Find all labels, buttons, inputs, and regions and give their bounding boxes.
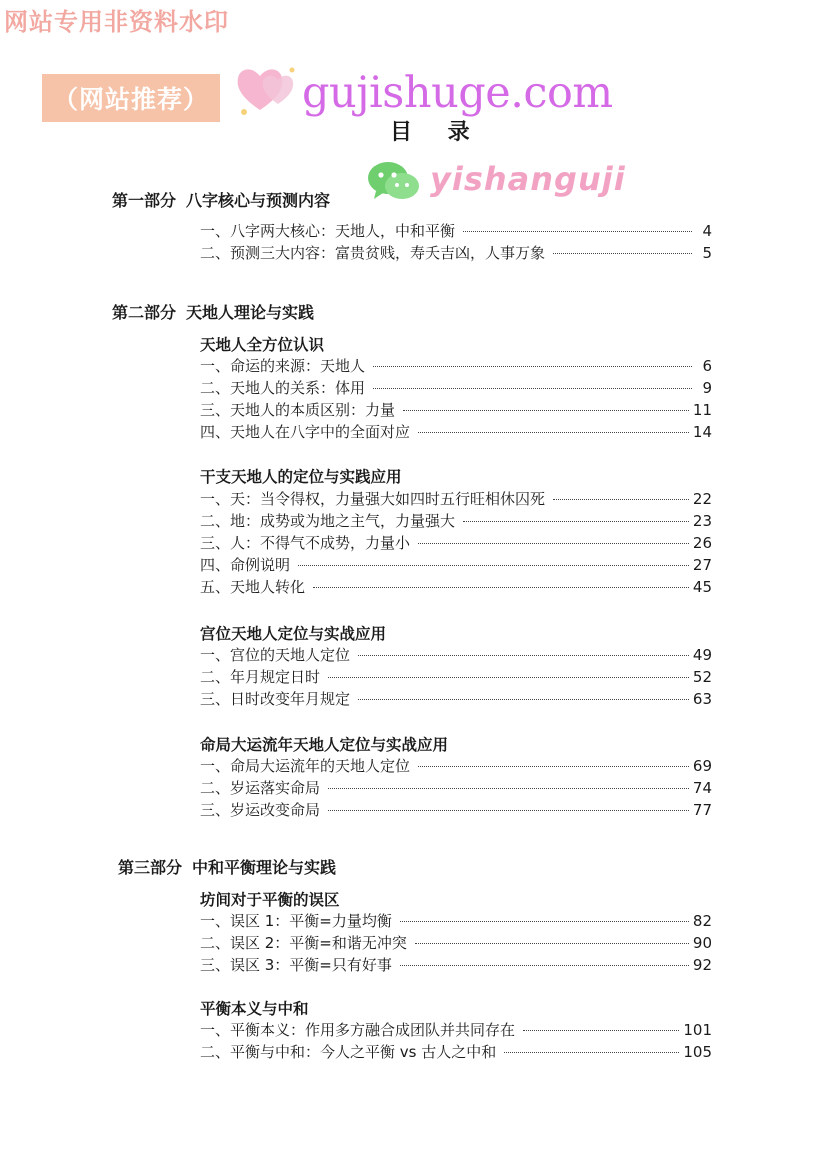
toc-entry-label: 五、天地人转化 [200, 578, 306, 596]
section-title: 平衡本义与中和 [200, 1000, 309, 1018]
watermark-recommend-badge: （网站推荐） [42, 74, 220, 122]
leader-dots [328, 810, 689, 811]
toc-entry-label: 二、预测三大内容：富贵贫贱，寿夭吉凶，人事万象 [200, 244, 546, 262]
toc-entry[interactable] [200, 755, 712, 777]
leader-dots [328, 677, 689, 678]
part-label: 第二部分 [112, 303, 177, 322]
toc-entry-page: 27 [692, 556, 712, 574]
leader-dots [463, 521, 689, 522]
watermark-site-url: gujishuge.com [302, 68, 613, 118]
toc-entry-label: 一、命运的来源：天地人 [200, 357, 366, 375]
toc-entry[interactable] [200, 377, 712, 399]
toc-entry-page: 101 [683, 1021, 712, 1039]
toc-entry-label: 二、岁运落实命局 [200, 779, 321, 797]
toc-entry[interactable] [200, 554, 712, 576]
leader-dots [415, 943, 689, 944]
toc-entry-label: 一、命局大运流年的天地人定位 [200, 757, 411, 775]
part-name: 天地人理论与实践 [186, 303, 315, 322]
leader-dots [328, 788, 689, 789]
leader-dots [403, 410, 689, 411]
leader-dots [400, 965, 689, 966]
toc-entry[interactable] [200, 799, 712, 821]
toc-entry[interactable] [200, 910, 712, 932]
toc-entry[interactable] [200, 1019, 712, 1041]
toc-entry-page: 22 [692, 490, 712, 508]
toc-entry-label: 四、命例说明 [200, 556, 291, 574]
leader-dots [373, 366, 692, 367]
toc-entry-page: 77 [692, 801, 712, 819]
toc-entry-page: 6 [702, 357, 712, 375]
toc-entry[interactable] [200, 399, 712, 421]
toc-entry[interactable] [200, 777, 712, 799]
toc-entry-label: 四、天地人在八字中的全面对应 [200, 423, 411, 441]
leader-dots [400, 921, 689, 922]
part-label: 第一部分 [112, 191, 177, 210]
leader-dots [373, 388, 692, 389]
toc-entry-label: 三、人：不得气不成势，力量小 [200, 534, 411, 552]
toc-entry[interactable] [200, 510, 712, 532]
page-title: 目 录 [390, 119, 484, 145]
toc-entry[interactable] [200, 488, 712, 510]
toc-entry-page: 14 [692, 423, 712, 441]
toc-entry-page: 5 [702, 244, 712, 262]
toc-entry[interactable] [200, 532, 712, 554]
toc-entry-page: 105 [683, 1043, 712, 1061]
leader-dots [418, 766, 689, 767]
part-label: 第三部分 [118, 858, 183, 877]
toc-entry-page: 74 [692, 779, 712, 797]
leader-dots [523, 1030, 679, 1031]
toc-entry-page: 11 [692, 401, 712, 419]
section-title: 宫位天地人定位与实战应用 [200, 625, 387, 643]
toc-entry-label: 一、宫位的天地人定位 [200, 646, 351, 664]
wechat-icon [366, 158, 422, 204]
leader-dots [418, 543, 689, 544]
toc-entry-page: 63 [692, 690, 712, 708]
toc-entry-page: 26 [692, 534, 712, 552]
toc-entry[interactable] [200, 220, 712, 242]
leader-dots [313, 587, 689, 588]
toc-entry-label: 三、误区 3：平衡=只有好事 [200, 956, 392, 974]
leader-dots [553, 499, 689, 500]
watermark-wechat-id: yishanguji [430, 160, 626, 198]
toc-entry-label: 三、日时改变年月规定 [200, 690, 351, 708]
toc-entry-label: 一、误区 1：平衡=力量均衡 [200, 912, 392, 930]
toc-entry-label: 二、地：成势或为地之主气，力量强大 [200, 512, 456, 530]
leader-dots [463, 231, 692, 232]
toc-entry[interactable] [200, 355, 712, 377]
part-name: 中和平衡理论与实践 [192, 858, 337, 877]
toc-entry[interactable] [200, 242, 712, 264]
toc-entry[interactable] [200, 421, 712, 443]
toc-entry-label: 三、天地人的本质区别：力量 [200, 401, 396, 419]
toc-entry-page: 92 [692, 956, 712, 974]
toc-entry-page: 45 [692, 578, 712, 596]
toc-entry[interactable] [200, 576, 712, 598]
toc-entry-label: 一、天：当令得权，力量强大如四时五行旺相休囚死 [200, 490, 546, 508]
hearts-icon [232, 60, 302, 120]
toc-entry-page: 52 [692, 668, 712, 686]
toc-entry-page: 4 [702, 222, 712, 240]
leader-dots [504, 1052, 679, 1053]
toc-entry-label: 一、八字两大核心：天地人，中和平衡 [200, 222, 456, 240]
watermark-top-text: 网站专用非资料水印 [4, 8, 229, 36]
leader-dots [358, 655, 689, 656]
section-title: 命局大运流年天地人定位与实战应用 [200, 736, 449, 754]
toc-entry[interactable] [200, 1041, 712, 1063]
section-title: 天地人全方位认识 [200, 336, 325, 354]
toc-entry-page: 69 [692, 757, 712, 775]
toc-entry-page: 49 [692, 646, 712, 664]
toc-entry-label: 二、年月规定日时 [200, 668, 321, 686]
toc-entry[interactable] [200, 666, 712, 688]
leader-dots [418, 432, 689, 433]
leader-dots [553, 253, 692, 254]
leader-dots [298, 565, 689, 566]
leader-dots [358, 699, 689, 700]
part-heading [112, 300, 314, 323]
part-name: 八字核心与预测内容 [186, 191, 331, 210]
section-title: 坊间对于平衡的误区 [200, 891, 340, 909]
section-title: 干支天地人的定位与实践应用 [200, 468, 402, 486]
toc-entry-label: 二、平衡与中和：今人之平衡 vs 古人之中和 [200, 1043, 497, 1061]
toc-entry-label: 二、误区 2：平衡=和谐无冲突 [200, 934, 407, 952]
part-heading [118, 855, 336, 878]
toc-entry[interactable] [200, 688, 712, 710]
toc-entry[interactable] [200, 954, 712, 976]
toc-entry-page: 82 [692, 912, 712, 930]
toc-entry-label: 一、平衡本义：作用多方融合成团队并共同存在 [200, 1021, 516, 1039]
part-heading [112, 188, 330, 211]
toc-entry-label: 二、天地人的关系：体用 [200, 379, 366, 397]
toc-entry-label: 三、岁运改变命局 [200, 801, 321, 819]
toc-entry-page: 90 [692, 934, 712, 952]
toc-entry-page: 23 [692, 512, 712, 530]
toc-entry-page: 9 [702, 379, 712, 397]
toc-entry[interactable] [200, 644, 712, 666]
toc-entry[interactable] [200, 932, 712, 954]
